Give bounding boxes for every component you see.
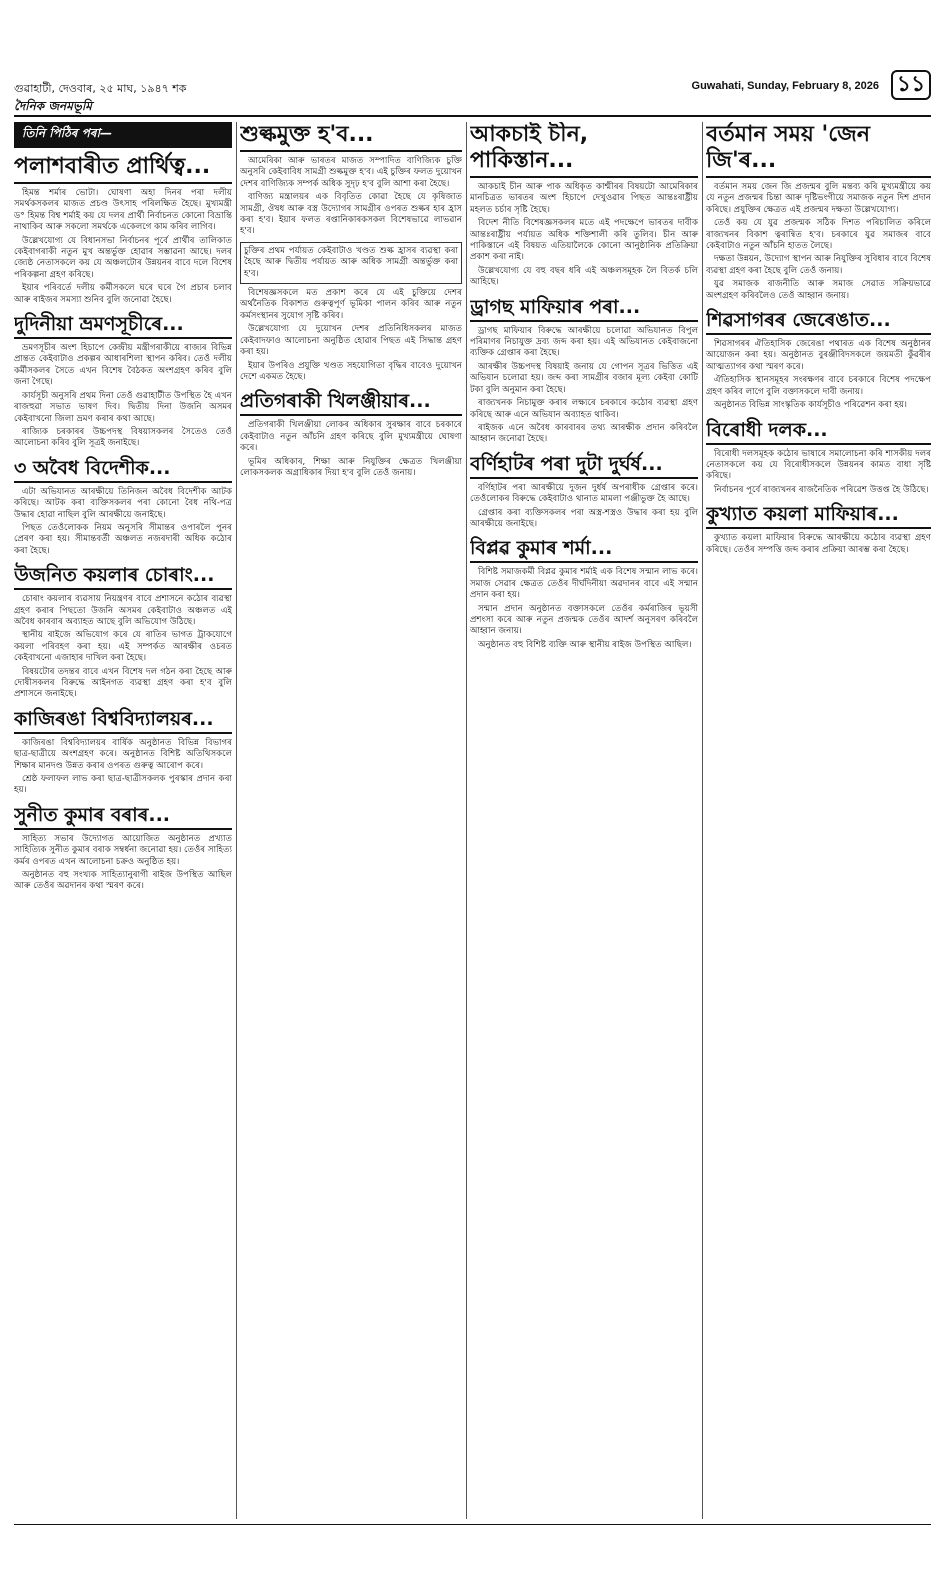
story-paragraph: ভূমিৰ অধিকাৰ, শিক্ষা আৰু নিযুক্তিৰ ক্ষেত্ৰত খিলঞ্জীয়া লোকসকলক অগ্ৰাধিকাৰ দিয়া হ'ব বুলি তেওঁ জনায়। [240, 456, 462, 478]
story-headline: সুনীত কুমাৰ বৰাৰ... [14, 804, 232, 830]
column-4 [706, 122, 931, 1519]
story [14, 708, 232, 797]
story-paragraph: ৰাজ্যিক চৰকাৰৰ উচ্চপদস্থ বিষয়াসকলৰ সৈতেও তেওঁ আলোচনা কৰিব বুলি সূত্ৰই জনাইছে। [14, 426, 232, 449]
story-headline: কাজিৰঙা বিশ্ববিদ্যালয়ৰ... [14, 708, 232, 734]
story-paragraph: তেওঁ কয় যে যুৱ প্ৰজন্মক সঠিক দিশত পৰিচালিত কৰিলে ৰাজ্যখনৰ বিকাশ ত্বৰান্বিত হ'ব। চৰকাৰে যুৱ সমাজৰ বাবে কেইবাটাও নতুন আঁচনি হাতত লৈছে। [706, 218, 931, 252]
column-divider [236, 122, 237, 1519]
story-headline: শুল্কমুক্ত হ'ব... [240, 122, 462, 152]
story-body [240, 420, 462, 479]
story [706, 122, 931, 302]
story-paragraph: সন্মান প্ৰদান অনুষ্ঠানত বক্তাসকলে তেওঁৰ কৰ্মৰাজিৰ ভূয়সী প্ৰশংসা কৰে আৰু নতুন প্ৰজন্মক তেওঁৰ আদৰ্শ অনুসৰণ কৰিবলৈ আহ্বান জনায়। [470, 603, 698, 637]
story-paragraph: বিশেষজ্ঞসকলে মত প্ৰকাশ কৰে যে এই চুক্তিয়ে দেশৰ অৰ্থনৈতিক বিকাশত গুৰুত্বপূৰ্ণ ভূমিকা পালন কৰিব আৰু নতুন কৰ্মসংস্থানৰ সুযোগ সৃষ্টি কৰিব। [240, 288, 462, 321]
story-paragraph: ৰাইজক এনে অবৈধ কাৰবাৰৰ তথ্য আৰক্ষীক প্ৰদান কৰিবলৈ আহ্বান জনোৱা হৈছে। [470, 422, 698, 445]
section-banner: তিনি পিঠিৰ পৰা— [14, 122, 232, 148]
story [706, 503, 931, 556]
story-paragraph: বাণিজ্য মন্ত্ৰালয়ৰ এক বিবৃতিত কোৱা হৈছে যে কৃষিজাত সামগ্ৰী, ঔষধ আৰু বস্ত্ৰ উদ্যোগৰ সামগ্ৰীৰ ওপৰত শুল্কৰ হাৰ হ্ৰাস কৰা হ'ব। ইয়াৰ ফলত ৰপ্তানিকাৰকসকল বিশেষভাৱে লাভৱান হ'ব। [240, 192, 462, 237]
story-paragraph: চুক্তিৰ প্ৰথম পৰ্যায়ত কেইবাটাও খণ্ডত শুল্ক হ্ৰাসৰ ব্যৱস্থা কৰা হৈছে আৰু দ্বিতীয় পৰ্যায়ত আৰু অধিক সামগ্ৰী অন্তৰ্ভুক্ত কৰা হ'ব। [244, 245, 458, 279]
story-paragraph: বিদেশ নীতি বিশেষজ্ঞসকলৰ মতে এই পদক্ষেপে ভাৰতৰ দাবীক আন্তঃৰাষ্ট্ৰীয় পৰ্যায়ত অধিক শক্তিশালী কৰি তুলিব। চীন আৰু পাকিস্তানে এই বিষয়ত এতিয়ালৈকে কোনো আনুষ্ঠানিক প্ৰতিক্ৰিয়া প্ৰকাশ কৰা নাই। [470, 218, 698, 263]
story-headline: দুদিনীয়া ভ্ৰমণসূচীৰে... [14, 313, 232, 339]
column-2 [240, 122, 462, 1519]
story [14, 154, 232, 306]
story-paragraph: যুৱ সমাজক ৰাজনীতি আৰু সমাজ সেৱাত সক্ৰিয়ভাৱে অংশগ্ৰহণ কৰিবলৈও তেওঁ আহ্বান জনায়। [706, 279, 931, 301]
story-paragraph: নিৰ্বাচনৰ পূৰ্বে ৰাজ্যখনৰ ৰাজনৈতিক পৰিৱেশ উত্তপ্ত হৈ উঠিছে। [714, 484, 929, 495]
story-paragraph: বিষয়টোৰ তদন্তৰ বাবে এখন বিশেষ দল গঠন কৰা হৈছে আৰু দোষীসকলৰ বিৰুদ্ধে আইনগত ব্যৱস্থা গ্ৰহণ কৰা হ'ব বুলি প্ৰশাসনে জনাইছে। [14, 666, 232, 700]
story-headline: বিৰোধী দলক... [706, 419, 931, 445]
dateline-english: Guwahati, Sunday, February 8, 2026 [691, 80, 879, 92]
story-paragraph: এটা অভিযানত আৰক্ষীয়ে তিনিজন অবৈধ বিদেশীক আটক কৰিছে। আটক কৰা ব্যক্তিসকলৰ পৰা কোনো বৈধ নথি-পত্ৰ উদ্ধাৰ হোৱা নাছিল বুলি আৰক্ষীয়ে জনাইছে। [14, 486, 232, 520]
story-paragraph: ইয়াৰ পৰিবৰ্তে দলীয় কৰ্মীসকলে ঘৰে ঘৰে গৈ প্ৰচাৰ চলাব আৰু ৰাইজৰ সমস্যা শুনিব বুলি জনোৱা হৈছে। [14, 283, 232, 305]
story-paragraph: ইয়াৰ উপৰিও প্ৰযুক্তি খণ্ডত সহযোগিতা বৃদ্ধিৰ বাবেও দুয়োখন দেশে একমত হৈছে। [240, 360, 462, 382]
story-paragraph: উল্লেখযোগ্য যে বিধানসভা নিৰ্বাচনৰ পূৰ্বে প্ৰাৰ্থীৰ তালিকাত কেইবাগৰাকী নতুন মুখ অন্তৰ্ভুক্ত হোৱাৰ সম্ভাৱনা আছে। দলৰ জ্যেষ্ঠ নেতাসকলে কয় যে অঞ্চলটোৰ উন্নয়নৰ বাবে দলে বিশেষ পৰিকল্পনা গ্ৰহণ কৰিছে। [14, 235, 232, 280]
story-paragraph: প্ৰতিগৰাকী খিলঞ্জীয়া লোকৰ অধিকাৰ সুৰক্ষাৰ বাবে চৰকাৰে কেইবাটাও নতুন আঁচনি গ্ৰহণ কৰিছে বুলি মুখ্যমন্ত্ৰীয়ে ঘোষণা কৰে। [240, 420, 462, 454]
story-body [240, 156, 462, 383]
story-paragraph: ড্ৰাগছ মাফিয়াৰ বিৰুদ্ধে আৰক্ষীয়ে চলোৱা অভিযানত বিপুল পৰিমাণৰ নিচাযুক্ত দ্ৰব্য জব্দ কৰা হয়। এই অভিযানত কেইবাজনো ব্যক্তিক গ্ৰেপ্তাৰ কৰা হৈছে। [470, 325, 698, 359]
story [706, 309, 931, 411]
story-paragraph: হিমন্ত শৰ্মাৰ ভোটা। ঘোষণা অহা দিনৰ পৰা দলীয় সমৰ্থকসকলৰ মাজত প্ৰচণ্ড উৎসাহ পৰিলক্ষিত হৈছে। মুখ্যমন্ত্ৰী ড° হিমন্ত বিশ্ব শৰ্মাই কয় যে দলৰ প্ৰাৰ্থী নিৰ্বাচনত কোনো বিভ্ৰান্তি নাথাকিব আৰু সকলো সমৰ্থকে একেলগে কাম কৰিব লাগিব। [14, 188, 232, 233]
story [240, 390, 462, 479]
story-headline: প্ৰতিগৰাকী খিলঞ্জীয়াৰ... [240, 390, 462, 416]
story-paragraph: আকচাই চীন আৰু পাক অধিকৃত কাশ্মীৰৰ বিষয়টো আমেৰিকাৰ মানচিত্ৰত ভাৰতৰ অংশ হিচাপে দেখুওৱাৰ পিছত আন্তঃৰাষ্ট্ৰীয় মহলত চৰ্চাৰ সৃষ্টি হৈছে। [470, 182, 698, 215]
story-paragraph: অনুষ্ঠানত বহু বিশিষ্ট ব্যক্তি আৰু স্থানীয় ৰাইজ উপস্থিত আছিল। [478, 639, 692, 650]
story-paragraph: বিৰোধী দলসমূহক কঠোৰ ভাষাৰে সমালোচনা কৰি শাসকীয় দলৰ নেতাসকলে কয় যে বিৰোধীসকলে উন্নয়নৰ কামত বাধা সৃষ্টি কৰিছে। [706, 448, 931, 482]
story-paragraph: শিৱসাগৰৰ ঐতিহাসিক জেৰেঙা পথাৰত এক বিশেষ অনুষ্ঠানৰ আয়োজন কৰা হয়। অনুষ্ঠানত বুৰঞ্জীবিদসকলে জয়মতী কুঁৱৰীৰ আত্মত্যাগৰ কথা স্মৰণ কৰে। [706, 339, 931, 372]
story [14, 313, 232, 450]
story-paragraph: অনুষ্ঠানত বিভিন্ন সাংস্কৃতিক কাৰ্যসূচীও পৰিৱেশন কৰা হয়। [714, 400, 907, 411]
story-paragraph: ঐতিহাসিক স্থানসমূহৰ সংৰক্ষণৰ বাবে চৰকাৰে বিশেষ পদক্ষেপ গ্ৰহণ কৰিব লাগে বুলি বক্তাসকলে দাবী জনায়। [706, 375, 931, 397]
dateline-assamese: গুৱাহাটী, দেওবাৰ, ২৫ মাঘ, ১৯৪৭ শক [14, 82, 187, 95]
story-headline: বৰ্তমান সময় 'জেন জি'ৰ... [706, 122, 931, 178]
story-body [470, 567, 698, 651]
story-paragraph: বিশিষ্ট সমাজকৰ্মী বিপ্লৱ কুমাৰ শৰ্মাই এক বিশেষ সন্মান লাভ কৰে। সমাজ সেৱাৰ ক্ষেত্ৰত তেওঁৰ দীৰ্ঘদিনীয়া অৱদানৰ বাবে এই সন্মান প্ৰদান কৰা হয়। [470, 567, 698, 601]
story-paragraph: আৰক্ষীৰ উচ্চপদস্থ বিষয়াই জনায় যে গোপন সূত্ৰৰ ভিত্তিত এই অভিযান চলোৱা হয়। জব্দ কৰা সামগ্ৰীৰ বজাৰ মূল্য কেইবা কোটি টকা বুলি অনুমান কৰা হৈছে। [470, 361, 698, 395]
page-number: ১১ [891, 70, 931, 100]
column-divider [702, 122, 703, 1519]
story-headline: শিৱসাগৰৰ জেৰেঙাত... [706, 309, 931, 335]
story-headline: ড্ৰাগছ মাফিয়াৰ পৰা... [470, 296, 698, 322]
story-headline: বিপ্লৱ কুমাৰ শৰ্মা... [470, 537, 698, 563]
story-paragraph: সাহিত্য সভাৰ উদ্যোগত আয়োজিত অনুষ্ঠানত প্ৰখ্যাত সাহিত্যিক সুনীত কুমাৰ বৰাক সম্বৰ্ধনা জনোৱা হয়। তেওঁৰ সাহিত্য কৰ্মৰ ওপৰত এখন আলোচনা চক্ৰও অনুষ্ঠিত হয়। [14, 833, 232, 867]
story-paragraph: উল্লেখযোগ্য যে বহু বছৰ ধৰি এই অঞ্চলসমূহক লৈ বিতৰ্ক চলি আহিছে। [470, 265, 698, 288]
story-paragraph: বৰ্তমান সময় জেন জি প্ৰজন্মৰ বুলি মন্তব্য কৰি মুখ্যমন্ত্ৰীয়ে কয় যে নতুন প্ৰজন্মৰ চিন্তা আৰু দৃষ্টিভংগীয়ে সমাজক নতুন দিশ প্ৰদান কৰিছে। প্ৰযুক্তিৰ ক্ষেত্ৰত এই প্ৰজন্মৰ দক্ষতা উল্লেখযোগ্য। [706, 182, 931, 215]
story-paragraph: স্থানীয় ৰাইজে অভিযোগ কৰে যে ৰাতিৰ ভাগত ট্ৰাকযোগে কয়লা পৰিবহণ কৰা হয়। এই সম্পৰ্কত আৰক্ষীৰ ওচৰত কেইবাখনো এজাহাৰ দাখিল কৰা হৈছে। [14, 630, 232, 664]
story [706, 419, 931, 497]
story-paragraph: পিছত তেওঁলোকক নিয়ম অনুসৰি সীমান্তৰ ওপাৰলৈ পুনৰ প্ৰেৰণ কৰা হয়। সীমান্তবৰ্তী অঞ্চলত নজৰদাৰী অধিক কঠোৰ কৰা হৈছে। [14, 522, 232, 556]
highlight-box [240, 242, 462, 284]
story-paragraph: কুখ্যাত কয়লা মাফিয়াৰ বিৰুদ্ধে আৰক্ষীয়ে কঠোৰ ব্যৱস্থা গ্ৰহণ কৰিছে। তেওঁৰ সম্পত্তি জব্দ কৰাৰ প্ৰক্ৰিয়া আৰম্ভ কৰা হৈছে। [706, 533, 931, 555]
story-paragraph: উল্লেখযোগ্য যে দুয়োখন দেশৰ প্ৰতিনিধিসকলৰ মাজত কেইবাদফাও আলোচনা অনুষ্ঠিত হোৱাৰ পিছত এই সিদ্ধান্ত গ্ৰহণ কৰা হয়। [240, 324, 462, 358]
story-paragraph: শ্ৰেষ্ঠ ফলাফল লাভ কৰা ছাত্ৰ-ছাত্ৰীসকলক পুৰস্কাৰ প্ৰদান কৰা হয়। [14, 774, 232, 796]
story [470, 122, 698, 289]
story-body [14, 738, 232, 797]
story [14, 457, 232, 557]
story [470, 296, 698, 446]
story-paragraph: বৰ্ণিহাটৰ পৰা আৰক্ষীয়ে দুজন দুৰ্ধৰ্ষ অপৰাধীক গ্ৰেপ্তাৰ কৰে। তেওঁলোকৰ বিৰুদ্ধে কেইবাটাও থানাত মামলা পঞ্জীভুক্ত হৈ আছে। [470, 482, 698, 505]
story-body [14, 834, 232, 893]
story-paragraph: ভ্ৰমণসূচীৰ অংশ হিচাপে কেন্দ্ৰীয় মন্ত্ৰীগৰাকীয়ে ৰাজ্যৰ বিভিন্ন প্ৰান্তত কেইবাটাও প্ৰকল্পৰ আধাৰশিলা স্থাপন কৰিব। তেওঁ দলীয় কৰ্মীসকলৰ সৈতে এখন বিশেষ বৈঠকত অংশগ্ৰহণ কৰিব বুলি জনা গৈছে। [14, 343, 232, 388]
story-headline: উজনিত কয়লাৰ চোৰাং... [14, 564, 232, 590]
story-headline: পলাশবাৰীত প্ৰাৰ্থিত্ব... [14, 154, 232, 184]
story-body [706, 182, 931, 302]
story-headline: বৰ্ণিহাটৰ পৰা দুটা দুৰ্ঘৰ্ষ... [470, 453, 698, 479]
footer-rule [14, 1524, 931, 1525]
column-3 [470, 122, 698, 1519]
story-paragraph: কাৰ্যসূচী অনুসৰি প্ৰথম দিনা তেওঁ গুৱাহাটীত উপস্থিত হৈ এখন ৰাজহুৱা সভাত ভাষণ দিব। দ্বিতীয় দিনা উজনি অসমৰ কেইবাখনো জিলা ভ্ৰমণ কৰাৰ কথা আছে। [14, 390, 232, 424]
story-headline: কুখ্যাত কয়লা মাফিয়াৰ... [706, 503, 931, 529]
story-headline: আকচাই চীন, পাকিস্তান... [470, 122, 698, 178]
column-1 [14, 122, 232, 1519]
story-paragraph: চোৰাং কয়লাৰ ব্যৱসায় নিয়ন্ত্ৰণৰ বাবে প্ৰশাসনে কঠোৰ ব্যৱস্থা গ্ৰহণ কৰাৰ পিছতো উজনি অসমৰ কেইবাটাও অঞ্চলত এই অবৈধ কাৰবাৰ অব্যাহত আছে বুলি অভিযোগ উঠিছে। [14, 594, 232, 627]
story [470, 453, 698, 531]
story-body [706, 449, 931, 497]
story [470, 537, 698, 651]
story-paragraph: দক্ষতা উন্নয়ন, উদ্যোগ স্থাপন আৰু নিযুক্তিৰ সুবিধাৰ বাবে বিশেষ ব্যৱস্থা গ্ৰহণ কৰা হৈছে বুলি তেওঁ জনায়। [706, 254, 931, 276]
story-paragraph: ৰাজ্যখনক নিচামুক্ত কৰাৰ লক্ষ্যৰে চৰকাৰে কঠোৰ ব্যৱস্থা গ্ৰহণ কৰিছে আৰু এনে অভিযান অব্যাহত থাকিব। [470, 398, 698, 420]
story-body [14, 188, 232, 306]
paper-name: দৈনিক জনমভূমি [14, 99, 92, 113]
story [240, 122, 462, 383]
story-body [470, 182, 698, 289]
story-body [470, 483, 698, 531]
story-paragraph: আমেৰিকা আৰু ভাৰতৰ মাজত সম্পাদিত বাণিজ্যিক চুক্তি অনুসৰি কেইবাবিধ সামগ্ৰী শুল্কমুক্ত হ'ব। এই চুক্তিৰ ফলত দুয়োখন দেশৰ বাণিজ্যিক সম্পৰ্ক অধিক সুদৃঢ় হ'ব বুলি আশা কৰা হৈছে। [240, 156, 462, 189]
story [14, 804, 232, 893]
column-divider [466, 122, 467, 1519]
story-paragraph: গ্ৰেপ্তাৰ কৰা ব্যক্তিসকলৰ পৰা অস্ত্ৰ-শস্ত্ৰও উদ্ধাৰ কৰা হয় বুলি আৰক্ষীয়ে জনাইছে। [470, 507, 698, 529]
page-header [14, 72, 931, 113]
story-body [14, 594, 232, 701]
header-rule [14, 115, 931, 117]
story-body [14, 343, 232, 450]
story [14, 564, 232, 701]
story-paragraph: কাজিৰঙা বিশ্ববিদ্যালয়ৰ বাৰ্ষিক অনুষ্ঠানত বিভিন্ন বিভাগৰ ছাত্ৰ-ছাত্ৰীয়ে অংশগ্ৰহণ কৰে। অনুষ্ঠানত বিশিষ্ট অতিথিসকলে শিক্ষাৰ মানদণ্ড উন্নত কৰাৰ ওপৰত গুৰুত্ব আৰোপ কৰে। [14, 737, 232, 771]
story-body [706, 339, 931, 411]
story-body [706, 533, 931, 556]
story-headline: ৩ অবৈধ বিদেশীক... [14, 457, 232, 483]
story-body [14, 487, 232, 557]
story-body [470, 326, 698, 446]
story-paragraph: অনুষ্ঠানত বহু সংখ্যক সাহিত্যানুৰাগী ৰাইজ উপস্থিত আছিল আৰু তেওঁৰ অৱদানৰ কথা স্মৰণ কৰে। [14, 870, 232, 892]
